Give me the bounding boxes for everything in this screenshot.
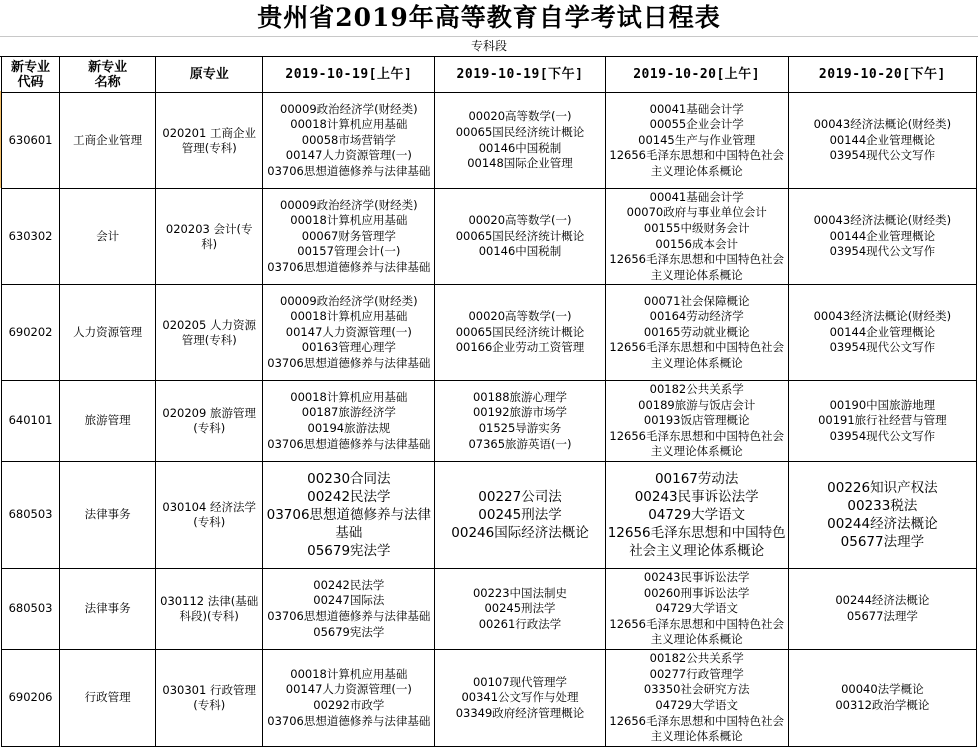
- exam-course: 00242民法学: [313, 577, 385, 592]
- exam-course: 00223中国法制史: [472, 585, 568, 600]
- table-row: [2, 189, 977, 285]
- exam-course: 00067财务管理学: [301, 228, 396, 243]
- original-major-cell: 020201 工商企业管理(专科): [156, 93, 263, 189]
- exam-course: 00043经济法概论(财经类): [813, 117, 952, 132]
- session-4-cell: [788, 462, 976, 569]
- exam-course: 03706思想道德修养与法律基础: [266, 507, 432, 541]
- exam-course: 00245刑法学: [484, 601, 556, 616]
- exam-course: 00193饭店管理概论: [643, 413, 750, 428]
- session-3-cell: [605, 569, 788, 650]
- table-row: [2, 381, 977, 462]
- exam-course: 00166企业劳动工资管理: [455, 340, 585, 355]
- original-major-cell: 030112 法律(基础科段)(专科): [156, 569, 263, 650]
- exam-course: 05679宪法学: [307, 543, 391, 559]
- exam-course: 03706思想道德修养与法律基础: [267, 355, 431, 370]
- session-1-cell: [263, 569, 435, 650]
- exam-course: 00312政治学概论: [835, 698, 930, 712]
- exam-course: 01525导游实务: [478, 421, 562, 435]
- exam-course: 00041基础会计学: [649, 101, 744, 116]
- exam-course: 12656毛泽东思想和中国特色社会主义理论体系概论: [609, 340, 784, 370]
- table-row: [2, 569, 977, 650]
- exam-course: 00018计算机应用基础: [290, 213, 408, 228]
- major-code-cell: 680503: [2, 462, 60, 569]
- exam-course: 00107现代管理学: [472, 674, 568, 689]
- session-4-cell: [788, 381, 976, 462]
- exam-course: 05679宪法学: [313, 624, 385, 639]
- major-name-cell: 行政管理: [60, 650, 156, 747]
- table-row: [2, 93, 977, 189]
- page-title: 贵州省2019年高等教育自学考试日程表: [257, 3, 721, 32]
- exam-course: 00292市政学: [313, 698, 385, 712]
- exam-course: 12656毛泽东思想和中国特色社会主义理论体系概论: [609, 616, 784, 647]
- exam-course: 00190中国旅游地理: [829, 397, 936, 412]
- exam-course: 12656毛泽东思想和中国特色社会主义理论体系概论: [609, 713, 784, 744]
- exam-course: 03706思想道德修养与法律基础: [267, 259, 431, 274]
- major-name-cell: 法律事务: [60, 569, 156, 650]
- header-new-code: [2, 57, 60, 93]
- exam-course: 03954现代公文写作: [829, 148, 936, 163]
- exam-course: 00043经济法概论(财经类): [813, 309, 952, 324]
- exam-course: 00055企业会计学: [649, 117, 744, 132]
- major-name-cell: 会计: [60, 189, 156, 285]
- exam-course: 00277行政管理学: [649, 666, 744, 681]
- exam-course: 00018计算机应用基础: [290, 389, 408, 404]
- session-4-cell: [788, 93, 976, 189]
- session-3-cell: [605, 462, 788, 569]
- exam-course: 00043经济法概论(财经类): [813, 213, 952, 228]
- session-2-cell: [435, 650, 605, 747]
- exam-course: 12656毛泽东思想和中国特色社会主义理论体系概论: [609, 252, 784, 282]
- exam-course: 00244经济法概论: [827, 516, 938, 532]
- exam-course: 03706思想道德修养与法律基础: [267, 436, 431, 451]
- session-2-cell: [435, 93, 605, 189]
- exam-course: 00341公文写作与处理: [461, 690, 579, 705]
- session-4-cell: [788, 285, 976, 381]
- exam-course: 04729大学语文: [648, 507, 746, 523]
- exam-course: 00018计算机应用基础: [290, 666, 408, 681]
- original-major-cell: 030104 经济法学(专科): [156, 462, 263, 569]
- header-session-3: 2019-10-20[上午]: [605, 57, 788, 93]
- exam-course: 03706思想道德修养与法律基础: [267, 163, 431, 178]
- major-code-cell: 630601: [2, 93, 60, 189]
- header-session-1: 2019-10-19[上午]: [263, 57, 435, 93]
- exam-course: 00164劳动经济学: [649, 309, 744, 324]
- exam-course: 00018计算机应用基础: [290, 309, 408, 324]
- exam-course: 00009政治经济学(财经类): [280, 197, 418, 212]
- exam-course: 03706思想道德修养与法律基础: [267, 609, 431, 623]
- exam-course: 00058市场营销学: [301, 132, 396, 147]
- major-code-cell: 680503: [2, 569, 60, 650]
- exam-course: 00040法学概论: [841, 682, 924, 697]
- exam-course: 05677法理学: [840, 534, 925, 550]
- session-1-cell: [263, 93, 435, 189]
- major-name-cell: 旅游管理: [60, 381, 156, 462]
- header-new-name: [60, 57, 156, 93]
- exam-course: 03954现代公文写作: [829, 428, 936, 443]
- exam-course: 00182公共关系学: [649, 651, 744, 666]
- exam-course: 00156成本会计: [655, 236, 738, 251]
- exam-course: 00020高等数学(一): [468, 213, 572, 228]
- exam-course: 00230合同法: [307, 471, 391, 487]
- session-2-cell: [435, 285, 605, 381]
- exam-course: 00065国民经济统计概论: [455, 228, 585, 243]
- session-4-cell: [788, 189, 976, 285]
- exam-course: 00233税法: [847, 498, 918, 514]
- major-name-cell: 人力资源管理: [60, 285, 156, 381]
- exam-course: 03706思想道德修养与法律基础: [267, 713, 431, 728]
- major-code-cell: 690206: [2, 650, 60, 747]
- exam-course: 00146中国税制: [478, 244, 562, 259]
- exam-course: 00020高等数学(一): [468, 309, 572, 324]
- exam-course: 00147人力资源管理(一): [285, 682, 412, 697]
- session-2-cell: [435, 569, 605, 650]
- exam-course: 00009政治经济学(财经类): [280, 293, 418, 308]
- original-major-cell: 020205 人力资源管理(专科): [156, 285, 263, 381]
- major-name-cell: 工商企业管理: [60, 93, 156, 189]
- exam-course: 00242民法学: [307, 489, 391, 505]
- header-row: [2, 57, 977, 93]
- exam-course: 00147人力资源管理(一): [285, 324, 412, 339]
- exam-course: 00155中级财务会计: [643, 220, 750, 235]
- exam-course: 00192旅游市场学: [472, 405, 568, 420]
- session-4-cell: [788, 569, 976, 650]
- exam-course: 03349政府经济管理概论: [455, 705, 585, 720]
- major-code-cell: 640101: [2, 381, 60, 462]
- session-3-cell: [605, 650, 788, 747]
- schedule-table: [1, 56, 977, 747]
- exam-course: 00144企业管理概论: [829, 324, 936, 339]
- exam-course: 00147人力资源管理(一): [285, 148, 412, 163]
- session-3-cell: [605, 381, 788, 462]
- original-major-cell: 030301 行政管理(专科): [156, 650, 263, 747]
- exam-course: 00165劳动就业概论: [643, 324, 750, 339]
- exam-course: 00041基础会计学: [649, 189, 744, 204]
- exam-course: 00065国民经济统计概论: [455, 124, 585, 139]
- table-row: [2, 462, 977, 569]
- exam-course: 12656毛泽东思想和中国特色社会主义理论体系概论: [607, 525, 786, 559]
- header-old-major: 原专业: [156, 57, 263, 93]
- exam-course: 12656毛泽东思想和中国特色社会主义理论体系概论: [609, 428, 784, 459]
- exam-course: 00144企业管理概论: [829, 228, 936, 243]
- header-new-name-text: 新专业 名称: [88, 59, 128, 90]
- session-2-cell: [435, 381, 605, 462]
- exam-course: 03954现代公文写作: [829, 244, 936, 259]
- session-1-cell: [263, 381, 435, 462]
- exam-course: 00191旅行社经营与管理: [818, 413, 947, 428]
- page-subtitle: 专科段: [0, 36, 978, 57]
- exam-course: 00144企业管理概论: [829, 132, 936, 147]
- exam-course: 00070政府与事业单位会计: [626, 205, 767, 220]
- exam-course: 00227公司法: [478, 489, 562, 505]
- session-2-cell: [435, 189, 605, 285]
- table-row: [2, 650, 977, 747]
- original-major-cell: 020209 旅游管理(专科): [156, 381, 263, 462]
- exam-course: 00163管理心理学: [301, 340, 396, 355]
- exam-course: 00148国际企业管理: [467, 156, 573, 171]
- session-3-cell: [605, 285, 788, 381]
- exam-course: 00145生产与作业管理: [638, 132, 756, 147]
- exam-course: 00194旅游法规: [307, 421, 391, 435]
- exam-course: 00018计算机应用基础: [290, 117, 408, 132]
- exam-course: 00244经济法概论: [835, 593, 930, 608]
- exam-course: 00261行政法学: [478, 616, 562, 631]
- header-session-4: 2019-10-20[下午]: [788, 57, 976, 93]
- session-3-cell: [605, 189, 788, 285]
- session-2-cell: [435, 462, 605, 569]
- exam-course: 00246国际经济法概论: [451, 525, 589, 541]
- session-1-cell: [263, 285, 435, 381]
- exam-course: 00188旅游心理学: [472, 389, 568, 404]
- major-name-cell: 法律事务: [60, 462, 156, 569]
- exam-course: 00245刑法学: [478, 507, 562, 523]
- header-session-2: 2019-10-19[下午]: [435, 57, 605, 93]
- table-row: [2, 285, 977, 381]
- exam-course: 00167劳动法: [654, 471, 739, 487]
- exam-course: 03350社会研究方法: [643, 682, 750, 697]
- session-1-cell: [263, 462, 435, 569]
- exam-course: 00020高等数学(一): [468, 109, 572, 124]
- exam-course: 00243民事诉讼法学: [634, 489, 759, 505]
- session-1-cell: [263, 189, 435, 285]
- major-code-cell: 630302: [2, 189, 60, 285]
- exam-course: 00243民事诉讼法学: [643, 570, 750, 585]
- original-major-cell: 020203 会计(专科): [156, 189, 263, 285]
- exam-course: 04729大学语文: [655, 601, 738, 616]
- exam-course: 04729大学语文: [655, 698, 738, 712]
- exam-course: 00187旅游经济学: [301, 405, 396, 420]
- exam-course: 00065国民经济统计概论: [455, 324, 585, 339]
- session-3-cell: [605, 93, 788, 189]
- exam-course: 00247国际法: [313, 593, 385, 608]
- exam-course: 00189旅游与饭店会计: [638, 397, 756, 412]
- exam-course: 00182公共关系学: [649, 382, 744, 397]
- exam-course: 00260刑事诉讼法学: [643, 585, 750, 600]
- exam-course: 00157管理会计(一): [297, 244, 401, 259]
- exam-course: 05677法理学: [846, 609, 918, 623]
- exam-course: 03954现代公文写作: [829, 340, 936, 355]
- schedule-body: [2, 93, 977, 747]
- exam-course: 00009政治经济学(财经类): [280, 101, 418, 116]
- session-1-cell: [263, 650, 435, 747]
- major-code-cell: 690202: [2, 285, 60, 381]
- exam-course: 07365旅游英语(一): [468, 436, 572, 451]
- exam-course: 00146中国税制: [478, 140, 562, 155]
- exam-course: 00071社会保障概论: [643, 293, 750, 308]
- exam-course: 00226知识产权法: [827, 480, 938, 496]
- session-4-cell: [788, 650, 976, 747]
- header-new-code-text: 新专业 代码: [11, 59, 51, 90]
- exam-course: 12656毛泽东思想和中国特色社会主义理论体系概论: [609, 148, 784, 178]
